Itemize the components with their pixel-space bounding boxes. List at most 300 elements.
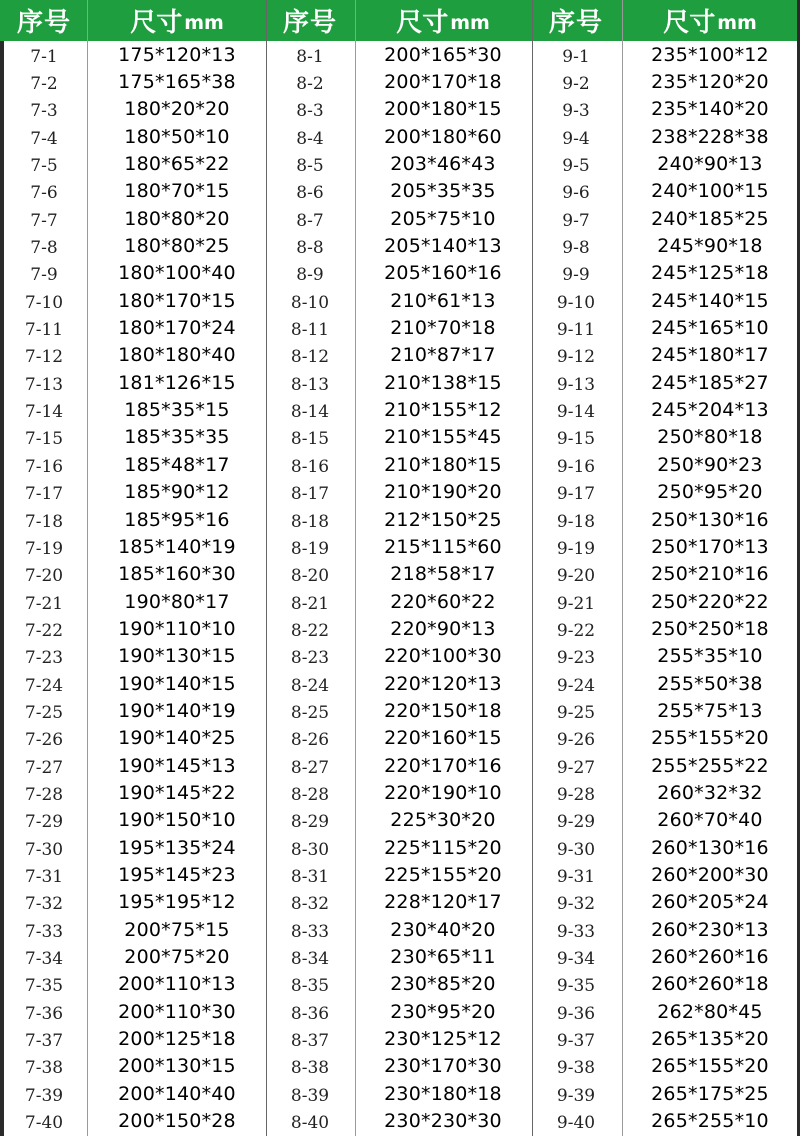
row-number: 8-3 [296, 101, 324, 122]
row-number: 8-40 [290, 1113, 330, 1134]
row-number: 9-29 [556, 812, 596, 833]
row-number: 9-24 [556, 675, 596, 696]
table-row [266, 943, 532, 970]
table-row [266, 68, 532, 95]
table-row [532, 68, 800, 95]
table-rows [0, 41, 266, 1135]
row-number: 9-37 [556, 1031, 596, 1052]
table-row [532, 971, 800, 998]
table-row [0, 150, 266, 177]
row-size: 255*155*20 [651, 727, 769, 750]
row-size: 215*115*60 [384, 535, 502, 558]
row-size: 185*140*19 [118, 535, 236, 558]
row-number: 7-10 [24, 292, 64, 313]
row-size: 265*255*10 [651, 1110, 769, 1133]
table-row [532, 725, 800, 752]
row-number: 8-28 [290, 784, 330, 805]
table-row [0, 752, 266, 779]
row-size: 255*35*10 [657, 645, 763, 668]
row-size: 175*120*13 [118, 43, 236, 66]
table-row [532, 889, 800, 916]
row-size: 185*48*17 [124, 453, 230, 476]
row-size: 245*165*10 [651, 317, 769, 340]
row-size: 180*180*40 [118, 344, 236, 367]
table-header [532, 0, 800, 41]
table-row [0, 670, 266, 697]
row-number: 7-26 [24, 730, 64, 751]
row-size: 200*165*30 [384, 43, 502, 66]
row-size: 180*80*20 [124, 207, 230, 230]
row-size: 190*130*15 [118, 645, 236, 668]
column-group-8 [266, 0, 532, 1136]
row-number: 9-38 [556, 1058, 596, 1079]
row-number: 9-17 [556, 484, 596, 505]
table-row [532, 1080, 800, 1107]
header-size-unit: mm [184, 11, 224, 34]
row-size: 212*150*25 [384, 508, 502, 531]
row-size: 225*115*20 [384, 836, 502, 859]
row-size: 250*95*20 [657, 481, 763, 504]
row-size: 220*170*16 [384, 754, 502, 777]
row-number: 7-33 [24, 921, 64, 942]
row-number: 7-27 [24, 757, 64, 778]
row-number: 8-5 [296, 156, 324, 177]
row-number: 8-23 [290, 648, 330, 669]
row-size: 235*140*20 [651, 98, 769, 121]
row-size: 220*150*18 [384, 699, 502, 722]
row-size: 235*100*12 [651, 43, 769, 66]
header-size-unit: mm [450, 11, 490, 34]
table-row [266, 643, 532, 670]
row-number: 9-5 [562, 156, 590, 177]
header-size-unit: mm [717, 11, 757, 34]
row-number: 8-17 [290, 484, 330, 505]
table-row [0, 41, 266, 68]
row-number: 9-6 [562, 183, 590, 204]
table-row [266, 670, 532, 697]
row-number: 8-27 [290, 757, 330, 778]
row-size: 220*90*13 [390, 617, 496, 640]
row-size: 255*75*13 [657, 699, 763, 722]
row-size: 190*145*22 [118, 781, 236, 804]
row-number: 8-14 [290, 402, 330, 423]
row-size: 200*75*20 [124, 946, 230, 969]
row-size: 200*150*28 [118, 1110, 236, 1133]
header-size-label: 尺寸 [130, 8, 183, 38]
row-size: 190*140*25 [118, 727, 236, 750]
row-size: 260*260*18 [651, 973, 769, 996]
table-row [0, 260, 266, 287]
row-size: 190*150*10 [118, 809, 236, 832]
table-row [266, 123, 532, 150]
row-number: 7-14 [24, 402, 64, 423]
row-size: 220*60*22 [390, 590, 496, 613]
table-row [532, 697, 800, 724]
row-size: 180*20*20 [124, 98, 230, 121]
row-size: 190*110*10 [118, 617, 236, 640]
row-size: 181*126*15 [118, 371, 236, 394]
row-size: 245*180*17 [651, 344, 769, 367]
row-number: 9-34 [556, 949, 596, 970]
table-row [532, 96, 800, 123]
table-row [532, 779, 800, 806]
row-size: 245*140*15 [651, 289, 769, 312]
row-number: 7-16 [24, 456, 64, 477]
table-row [266, 451, 532, 478]
row-number: 8-34 [290, 949, 330, 970]
row-number: 9-9 [562, 265, 590, 286]
row-number: 7-39 [24, 1085, 64, 1106]
table-row [0, 123, 266, 150]
row-number: 8-4 [296, 128, 324, 149]
row-size: 205*160*16 [384, 262, 502, 285]
row-number: 7-25 [24, 702, 64, 723]
table-row [0, 96, 266, 123]
table-row [532, 533, 800, 560]
row-number: 9-39 [556, 1085, 596, 1106]
table-row [266, 342, 532, 369]
row-number: 8-29 [290, 812, 330, 833]
row-size: 260*200*30 [651, 863, 769, 886]
table-row [0, 889, 266, 916]
row-number: 9-3 [562, 101, 590, 122]
row-size: 195*195*12 [118, 891, 236, 914]
table-row [266, 697, 532, 724]
row-number: 8-33 [290, 921, 330, 942]
table-row [266, 205, 532, 232]
table-row [0, 178, 266, 205]
row-number: 7-5 [30, 156, 58, 177]
table-row [266, 1053, 532, 1080]
row-size: 235*120*20 [651, 71, 769, 94]
row-size: 250*220*22 [651, 590, 769, 613]
row-number: 9-19 [556, 538, 596, 559]
table-rows [532, 41, 800, 1135]
row-number: 9-18 [556, 511, 596, 532]
table-row [0, 561, 266, 588]
table-row [266, 1080, 532, 1107]
row-number: 8-15 [290, 429, 330, 450]
table-row [266, 779, 532, 806]
row-number: 8-21 [290, 593, 330, 614]
table-rows [266, 41, 532, 1135]
table-row [266, 807, 532, 834]
table-row [532, 424, 800, 451]
row-number: 8-37 [290, 1031, 330, 1052]
table-row [266, 260, 532, 287]
row-size: 225*155*20 [384, 863, 502, 886]
row-size: 210*190*20 [384, 481, 502, 504]
row-number: 9-27 [556, 757, 596, 778]
row-size: 185*95*16 [124, 508, 230, 531]
row-number: 8-22 [290, 620, 330, 641]
row-number: 9-12 [556, 347, 596, 368]
row-size: 195*145*23 [118, 863, 236, 886]
column-divider [355, 0, 356, 1136]
row-size: 260*70*40 [657, 809, 763, 832]
table-row [532, 1107, 800, 1134]
column-divider [87, 0, 88, 1136]
row-size: 180*50*10 [124, 125, 230, 148]
row-number: 7-36 [24, 1003, 64, 1024]
row-size: 262*80*45 [657, 1000, 763, 1023]
header-number: 序号 [282, 8, 337, 38]
table-row [0, 369, 266, 396]
row-number: 7-24 [24, 675, 64, 696]
table-row [532, 232, 800, 259]
row-size: 265*135*20 [651, 1028, 769, 1051]
row-size: 250*250*18 [651, 617, 769, 640]
row-number: 9-40 [556, 1113, 596, 1134]
row-size: 245*125*18 [651, 262, 769, 285]
row-number: 8-16 [290, 456, 330, 477]
row-number: 7-3 [30, 101, 58, 122]
table-row [0, 424, 266, 451]
row-number: 7-30 [24, 839, 64, 860]
row-number: 8-6 [296, 183, 324, 204]
row-number: 7-12 [24, 347, 64, 368]
row-size: 190*80*17 [124, 590, 230, 613]
row-size: 180*80*25 [124, 235, 230, 258]
row-size: 190*145*13 [118, 754, 236, 777]
row-number: 7-15 [24, 429, 64, 450]
row-number: 7-17 [24, 484, 64, 505]
header-size [620, 0, 800, 41]
row-number: 9-15 [556, 429, 596, 450]
table-row [532, 807, 800, 834]
row-size: 218*58*17 [390, 563, 496, 586]
table-row [532, 615, 800, 642]
row-number: 9-14 [556, 402, 596, 423]
table-row [532, 861, 800, 888]
table-row [266, 150, 532, 177]
row-number: 7-31 [24, 866, 64, 887]
row-size: 200*130*15 [118, 1055, 236, 1078]
row-number: 9-21 [556, 593, 596, 614]
table-row [0, 916, 266, 943]
row-size: 210*70*18 [390, 317, 496, 340]
row-size: 220*160*15 [384, 727, 502, 750]
group-divider [532, 0, 533, 1136]
table-row [0, 1025, 266, 1052]
table-row [532, 588, 800, 615]
table-row [0, 287, 266, 314]
row-size: 255*50*38 [657, 672, 763, 695]
table-row [532, 150, 800, 177]
row-size: 185*90*12 [124, 481, 230, 504]
table-row [0, 1053, 266, 1080]
table-row [0, 807, 266, 834]
row-size: 195*135*24 [118, 836, 236, 859]
table-row [0, 697, 266, 724]
header-size [354, 0, 532, 41]
row-size: 185*35*35 [124, 426, 230, 449]
table-row [266, 615, 532, 642]
row-number: 7-1 [30, 46, 58, 67]
table-row [266, 561, 532, 588]
row-number: 8-9 [296, 265, 324, 286]
row-number: 8-19 [290, 538, 330, 559]
row-size: 205*140*13 [384, 235, 502, 258]
row-number: 8-10 [290, 292, 330, 313]
row-size: 250*80*18 [657, 426, 763, 449]
table-row [532, 342, 800, 369]
row-number: 9-2 [562, 74, 590, 95]
row-size: 255*255*22 [651, 754, 769, 777]
table-row [532, 205, 800, 232]
header-size-label: 尺寸 [663, 8, 716, 38]
row-size: 230*125*12 [384, 1028, 502, 1051]
table-row [0, 643, 266, 670]
row-size: 220*190*10 [384, 781, 502, 804]
row-number: 8-18 [290, 511, 330, 532]
row-number: 9-30 [556, 839, 596, 860]
table-row [0, 205, 266, 232]
table-row [0, 232, 266, 259]
row-number: 8-38 [290, 1058, 330, 1079]
row-size: 260*230*13 [651, 918, 769, 941]
row-size: 200*125*18 [118, 1028, 236, 1051]
table-row [266, 1107, 532, 1134]
row-number: 8-12 [290, 347, 330, 368]
row-number: 8-36 [290, 1003, 330, 1024]
row-number: 9-16 [556, 456, 596, 477]
row-number: 9-23 [556, 648, 596, 669]
row-number: 7-8 [30, 238, 58, 259]
table-row [532, 178, 800, 205]
row-number: 7-11 [24, 320, 64, 341]
row-number: 7-9 [30, 265, 58, 286]
row-size: 190*140*15 [118, 672, 236, 695]
row-size: 260*32*32 [657, 781, 763, 804]
row-number: 7-2 [30, 74, 58, 95]
row-number: 8-31 [290, 866, 330, 887]
row-number: 7-35 [24, 976, 64, 997]
table-row [0, 1107, 266, 1134]
table-row [0, 342, 266, 369]
row-size: 230*170*30 [384, 1055, 502, 1078]
row-size: 200*75*15 [124, 918, 230, 941]
table-row [532, 834, 800, 861]
row-size: 210*180*15 [384, 453, 502, 476]
row-size: 180*65*22 [124, 153, 230, 176]
row-size: 180*100*40 [118, 262, 236, 285]
table-row [0, 314, 266, 341]
row-size: 210*155*12 [384, 399, 502, 422]
row-number: 8-20 [290, 566, 330, 587]
row-size: 185*35*15 [124, 399, 230, 422]
row-size: 230*65*11 [390, 946, 496, 969]
row-number: 9-32 [556, 894, 596, 915]
row-number: 8-25 [290, 702, 330, 723]
row-number: 9-35 [556, 976, 596, 997]
table-row [0, 68, 266, 95]
table-header [0, 0, 266, 41]
table-row [0, 998, 266, 1025]
table-row [532, 396, 800, 423]
row-number: 7-19 [24, 538, 64, 559]
table-row [266, 916, 532, 943]
table-row [0, 588, 266, 615]
table-row [266, 178, 532, 205]
row-number: 8-2 [296, 74, 324, 95]
row-size: 210*155*45 [384, 426, 502, 449]
row-size: 230*85*20 [390, 973, 496, 996]
table-row [532, 943, 800, 970]
row-size: 200*180*15 [384, 98, 502, 121]
table-row [0, 479, 266, 506]
row-number: 7-4 [30, 128, 58, 149]
table-row [532, 260, 800, 287]
row-size: 245*204*13 [651, 399, 769, 422]
row-size: 240*90*13 [657, 153, 763, 176]
row-size: 203*46*43 [390, 153, 496, 176]
table-row [0, 971, 266, 998]
row-number: 7-13 [24, 374, 64, 395]
table-row [532, 479, 800, 506]
table-row [0, 1080, 266, 1107]
row-size: 210*61*13 [390, 289, 496, 312]
group-divider [266, 0, 267, 1136]
row-number: 8-32 [290, 894, 330, 915]
row-size: 220*100*30 [384, 645, 502, 668]
row-number: 8-8 [296, 238, 324, 259]
table-row [266, 232, 532, 259]
row-number: 9-4 [562, 128, 590, 149]
row-number: 9-11 [556, 320, 596, 341]
row-size: 180*70*15 [124, 180, 230, 203]
row-size: 228*120*17 [384, 891, 502, 914]
row-size: 245*90*18 [657, 235, 763, 258]
row-size: 185*160*30 [118, 563, 236, 586]
table-row [532, 643, 800, 670]
table-row [532, 916, 800, 943]
row-size: 200*180*60 [384, 125, 502, 148]
row-size: 240*100*15 [651, 180, 769, 203]
table-row [532, 1025, 800, 1052]
table-row [266, 971, 532, 998]
row-number: 7-22 [24, 620, 64, 641]
row-number: 7-40 [24, 1113, 64, 1134]
row-number: 7-18 [24, 511, 64, 532]
row-number: 8-26 [290, 730, 330, 751]
row-size: 230*40*20 [390, 918, 496, 941]
row-number: 7-34 [24, 949, 64, 970]
row-size: 175*165*38 [118, 71, 236, 94]
row-size: 180*170*24 [118, 317, 236, 340]
table-row [532, 506, 800, 533]
row-number: 7-29 [24, 812, 64, 833]
row-size: 200*110*30 [118, 1000, 236, 1023]
row-number: 9-1 [562, 46, 590, 67]
table-row [266, 889, 532, 916]
row-size: 245*185*27 [651, 371, 769, 394]
table-row [532, 561, 800, 588]
row-size: 230*180*18 [384, 1082, 502, 1105]
table-row [266, 752, 532, 779]
header-size [88, 0, 266, 41]
row-number: 9-33 [556, 921, 596, 942]
row-size: 265*155*20 [651, 1055, 769, 1078]
row-number: 9-13 [556, 374, 596, 395]
header-size-label: 尺寸 [396, 8, 449, 38]
row-number: 7-23 [24, 648, 64, 669]
row-number: 7-20 [24, 566, 64, 587]
table-row [266, 424, 532, 451]
table-row [266, 588, 532, 615]
table-row [266, 506, 532, 533]
table-row [266, 369, 532, 396]
